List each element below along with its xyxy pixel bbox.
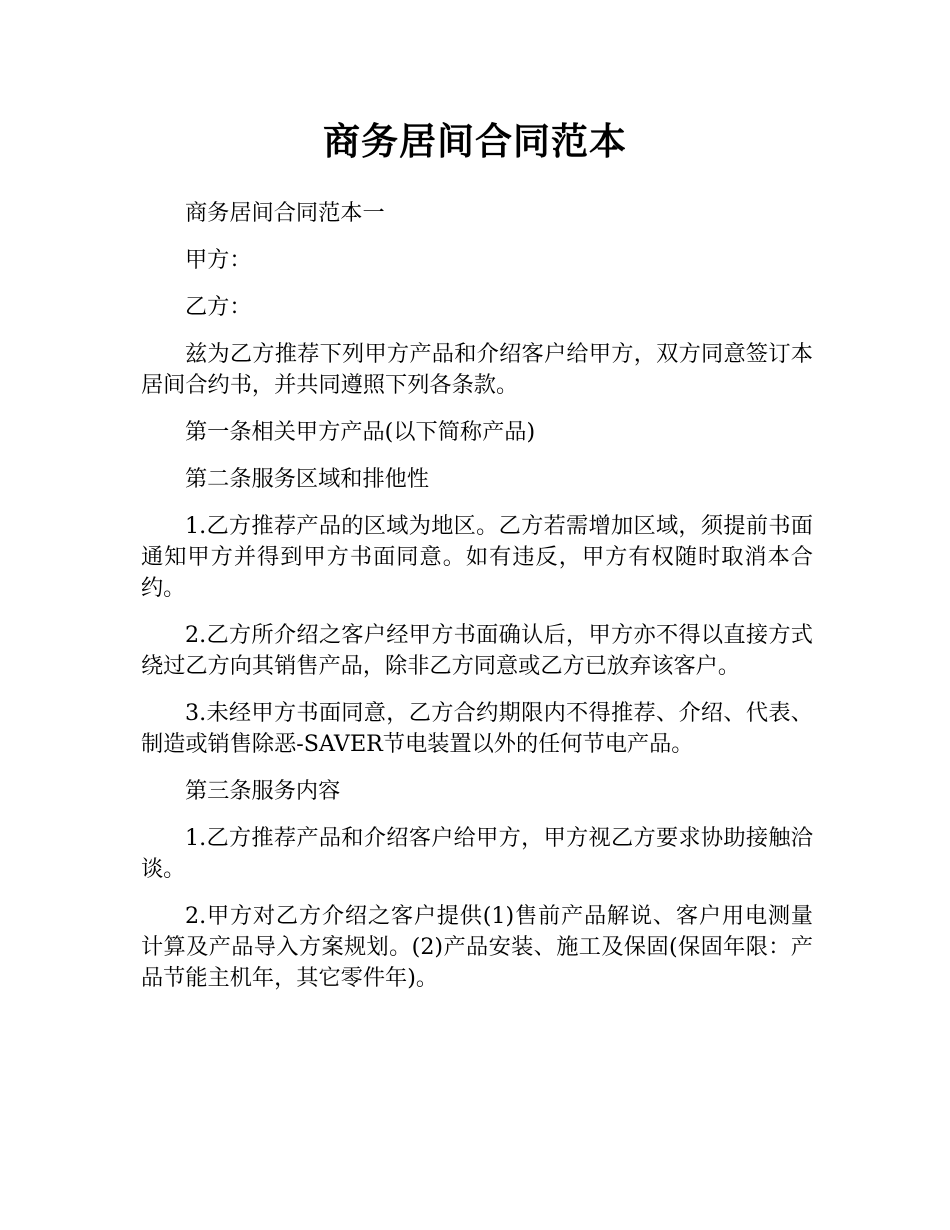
party-b-line: 乙方： (185, 294, 252, 320)
article-2-clause-2: 2.乙方所介绍之客户经甲方书面确认后，甲方亦不得以直接方式绕过乙方向其销售产品，除非乙方同意或乙方已放弃该客户。 (141, 622, 813, 679)
article-2-heading: 第二条服务区域和排他性 (185, 466, 430, 492)
document-body (141, 198, 813, 1010)
article-3-heading: 第三条服务内容 (185, 778, 341, 804)
preamble-paragraph: 兹为乙方推荐下列甲方产品和介绍客户给甲方，双方同意签订本居间合约书，并共同遵照下列各条款。 (141, 341, 813, 398)
article-3-clause-1: 1.乙方推荐产品和介绍客户给甲方，甲方视乙方要求协助接触洽谈。 (141, 825, 813, 882)
article-2-clause-1: 1.乙方推荐产品的区域为地区。乙方若需增加区域，须提前书面通知甲方并得到甲方书面同意。如有违反，甲方有权随时取消本合约。 (141, 513, 813, 601)
document-title: 商务居间合同范本 (323, 120, 627, 163)
article-2-clause-3: 3.未经甲方书面同意，乙方合约期限内不得推荐、介绍、代表、制造或销售除恶-SAVER节电装置以外的任何节电产品。 (141, 700, 813, 757)
subtitle-paragraph: 商务居间合同范本一 (185, 200, 385, 226)
article-3-clause-2: 2.甲方对乙方介绍之客户提供(1)售前产品解说、客户用电测量计算及产品导入方案规划。(2)产品安装、施工及保固(保固年限：产品节能主机年，其它零件年)。 (141, 903, 813, 991)
party-a-line: 甲方： (185, 247, 252, 273)
article-1-heading: 第一条相关甲方产品(以下简称产品) (185, 419, 536, 445)
